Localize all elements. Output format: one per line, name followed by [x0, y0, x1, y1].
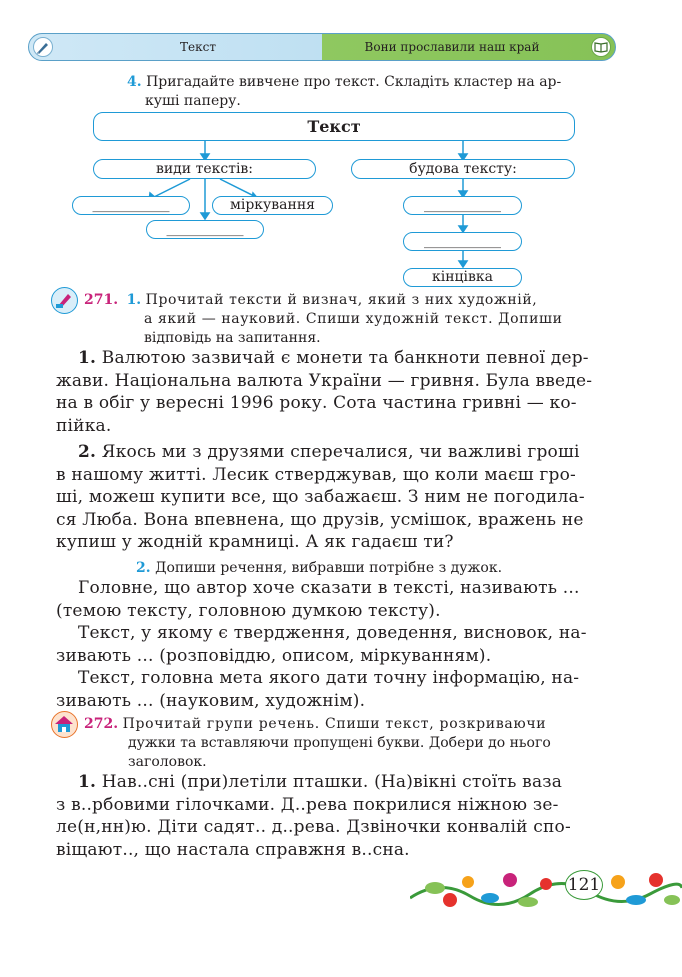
paragraph-line: ле(н,нн)ю. Діти садят.. д..рева. Дзвіночки конвалій спо-: [56, 817, 571, 837]
paragraph-line: ся Люба. Вона впевнена, що друзів, усмішок, вражень не: [56, 509, 584, 530]
header-section-title: Текст: [180, 40, 216, 54]
cluster-right-item-blank: ___________: [403, 196, 522, 215]
instruction-line: а який — науковий. Спиши художній текст. Допиши: [144, 311, 563, 327]
subtask-number: 1.: [126, 292, 142, 308]
cluster-left-label: види текстів:: [93, 159, 316, 179]
task-number: 4.: [127, 74, 142, 90]
instruction-line: Прочитай групи речень. Спиши текст, розкриваючи: [122, 716, 547, 732]
exercise-272-instruction: [84, 715, 596, 772]
cluster-connectors: [0, 0, 682, 300]
task-text-line: куші паперу.: [145, 93, 241, 109]
exercise-number: 272.: [84, 716, 119, 732]
instruction-line: Прочитай тексти й визнач, який з них художній,: [145, 292, 538, 308]
cluster-right-item-ending: кінцівка: [403, 268, 522, 287]
fill-in-sentences: [56, 577, 601, 712]
house-icon: [51, 711, 78, 738]
paragraph-line: ші, можеш купити все, що забажаєш. З ним не погодила-: [56, 487, 585, 507]
floral-ornament: [410, 858, 682, 916]
paragraph-line: пійка.: [56, 415, 112, 436]
paragraph-line: з в..рбовими гілочками. Д..рева покрилися ніжною зе-: [56, 794, 559, 815]
paragraph-line: купиш у жодній крамниці. А як гадаєш ти?: [56, 532, 454, 552]
subtask-2: [136, 559, 596, 578]
cluster-root: Текст: [93, 112, 575, 141]
exercise-272-text: [56, 771, 601, 861]
paragraph-line: Валютою зазвичай є монети та банкноти певної дер-: [101, 348, 589, 368]
paragraph-number: 1.: [78, 348, 97, 368]
subtask-number: 2.: [136, 560, 151, 576]
sentence-line: зивають ... (науковим, художнім).: [56, 690, 366, 711]
subtask-text: Допиши речення, вибравши потрібне з дужок.: [155, 560, 503, 576]
header-chapter-title: Вони прославили наш край: [364, 40, 540, 54]
cluster-left-item-blank: ___________: [146, 220, 264, 239]
sentence-line: Текст, головна мета якого дати точну інформацію, на-: [78, 668, 580, 688]
sentence-line: Головне, що автор хоче сказати в тексті, називають ...: [78, 578, 580, 598]
cluster-left-item-reasoning: міркування: [212, 196, 333, 215]
instruction-line: дужки та вставляючи пропущені букви. Добери до нього: [128, 735, 551, 751]
text-2-paragraph: [56, 441, 601, 554]
writing-exercise-icon: [51, 287, 78, 314]
sentence-line: зивають ... (розповіддю, описом, міркуванням).: [56, 645, 492, 666]
sentence-line: Текст, у якому є твердження, доведення, висновок, на-: [78, 623, 587, 643]
exercise-number: 271.: [84, 292, 119, 308]
cluster-right-item-blank: ___________: [403, 232, 522, 251]
paragraph-line: Нав..сні (при)летіли пташки. (На)вікні стоїть ваза: [101, 772, 563, 792]
task-text-line: Пригадайте вивчене про текст. Складіть кластер на ар-: [146, 74, 562, 90]
exercise-271-instruction: [84, 291, 596, 348]
paragraph-line: на в обіг у вересні 1996 року. Сота частина гривні — ко-: [56, 393, 577, 413]
page-number: 121: [565, 870, 603, 900]
instruction-line: заголовок.: [128, 754, 207, 770]
paragraph-line: жави. Національна валюта України — гривня. Була введе-: [56, 370, 593, 391]
text-1-paragraph: [56, 347, 601, 437]
cluster-left-item-blank: ___________: [72, 196, 190, 215]
sentence-line: (темою тексту, головною думкою тексту).: [56, 600, 441, 621]
instruction-line: відповідь на запитання.: [144, 330, 321, 346]
paragraph-number: 1.: [78, 772, 97, 792]
paragraph-line: в нашому житті. Лесик стверджував, що коли маєш гро-: [56, 464, 576, 485]
paragraph-number: 2.: [78, 442, 97, 462]
paragraph-line: віщают.., що настала справжня в..сна.: [56, 839, 410, 860]
paragraph-line: Якось ми з друзями сперечалися, чи важливі гроші: [101, 442, 580, 462]
cluster-right-label: будова тексту:: [351, 159, 575, 179]
